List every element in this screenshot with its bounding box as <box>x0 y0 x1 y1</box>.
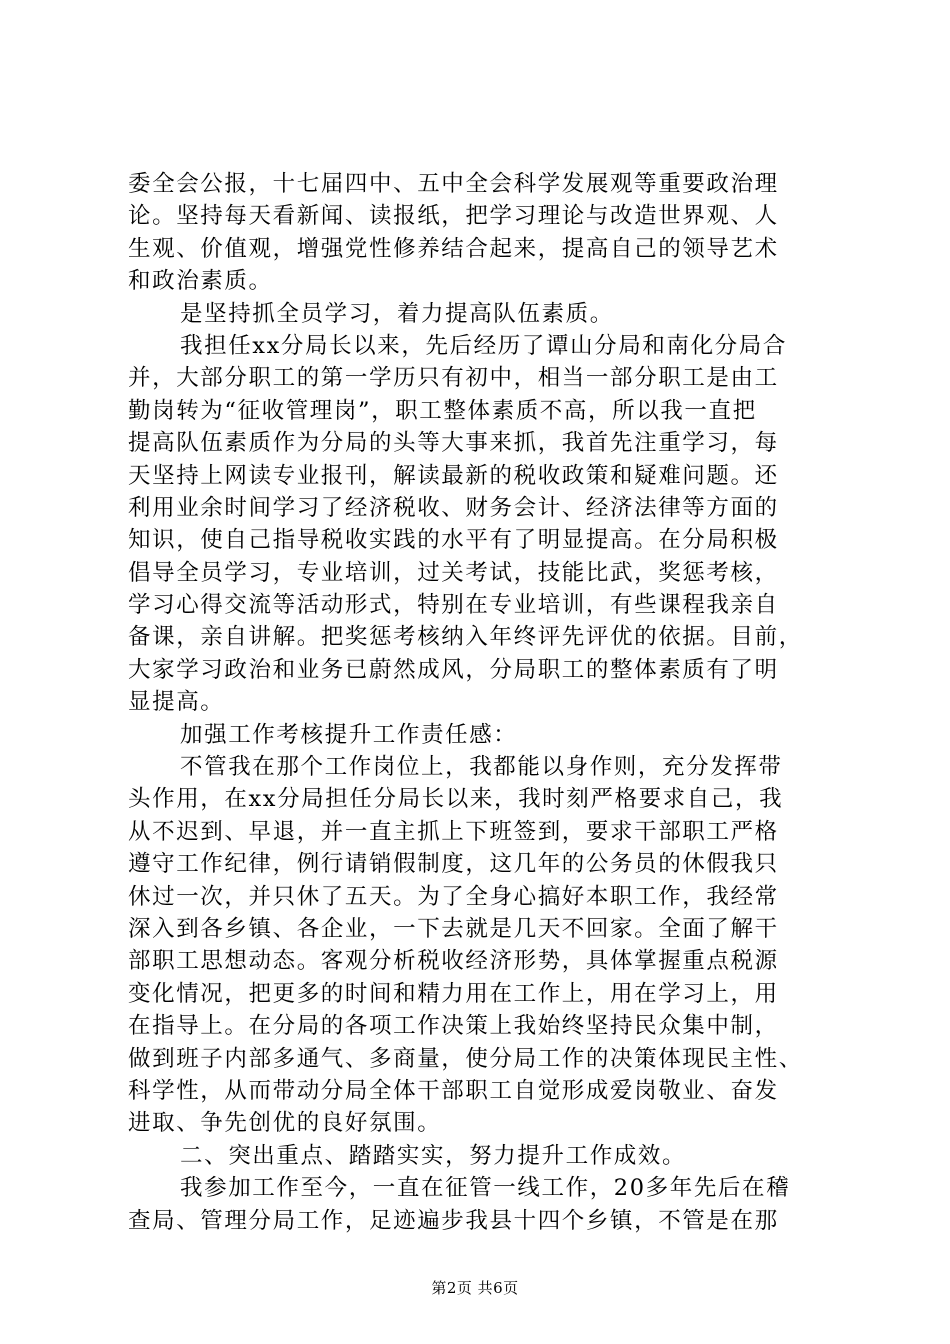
text-line: 我担任xx分局长以来，先后经历了谭山分局和南化分局合 <box>180 332 787 359</box>
text-line: 头作用，在xx分局担任分局长以来，我时刻严格要求自己，我 <box>128 786 784 813</box>
text-line: 提高队伍素质作为分局的头等大事来抓，我首先注重学习，每 <box>128 430 779 457</box>
text-line: 是坚持抓全员学习，着力提高队伍素质。 <box>180 300 614 327</box>
text-line: 学习心得交流等活动形式，特别在专业培训，有些课程我亲自 <box>128 592 779 619</box>
text-line: 并，大部分职工的第一学历只有初中，相当一部分职工是由工 <box>128 365 779 392</box>
text-line: 深入到各乡镇、各企业，一下去就是几天不回家。全面了解干 <box>128 915 779 942</box>
text-line: 天坚持上网读专业报刊，解读最新的税收政策和疑难问题。还 <box>128 462 779 489</box>
text-line: 休过一次，并只休了五天。为了全身心搞好本职工作，我经常 <box>128 883 779 910</box>
text-line: 知识，使自己指导税收实践的水平有了明显提高。在分局积极 <box>128 527 779 554</box>
body-text <box>128 168 838 1237</box>
text-line: 从不迟到、早退，并一直主抓上下班签到，要求干部职工严格 <box>128 818 779 845</box>
text-line: 科学性，从而带动分局全体干部职工自觉形成爱岗敬业、奋发 <box>128 1077 779 1104</box>
text-line: 进取、争先创优的良好氛围。 <box>128 1110 442 1137</box>
text-line: 不管我在那个工作岗位上，我都能以身作则，充分发挥带 <box>180 754 783 781</box>
text-line: 遵守工作纪律，例行请销假制度，这几年的公务员的休假我只 <box>128 851 779 878</box>
text-line: 生观、价值观，增强党性修养结合起来，提高自己的领导艺术 <box>128 235 779 262</box>
text-line: 我参加工作至今，一直在征管一线工作，20多年先后在稽 <box>180 1175 791 1202</box>
text-line: 在指导上。在分局的各项工作决策上我始终坚持民众集中制， <box>128 1013 779 1040</box>
text-line: 委全会公报，十七届四中、五中全会科学发展观等重要政治理 <box>128 171 779 197</box>
text-line: 加强工作考核提升工作责任感： <box>180 721 518 748</box>
text-line: 查局、管理分局工作，足迹遍步我县十四个乡镇，不管是在那 <box>128 1207 779 1234</box>
text-line: 变化情况，把更多的时间和精力用在工作上，用在学习上，用 <box>128 980 779 1007</box>
text-line: 备课，亲自讲解。把奖惩考核纳入年终评先评优的依据。目前， <box>128 624 803 651</box>
text-line: 勤岗转为“征收管理岗”，职工整体素质不高，所以我一直把 <box>128 397 757 424</box>
text-line: 和政治素质。 <box>128 268 273 295</box>
text-line: 部职工思想动态。客观分析税收经济形势，具体掌握重点税源 <box>128 948 779 975</box>
text-line: 二、突出重点、踏踏实实，努力提升工作成效。 <box>180 1142 687 1169</box>
text-line: 利用业余时间学习了经济税收、财务会计、经济法律等方面的 <box>128 494 779 521</box>
text-line: 做到班子内部多通气、多商量，使分局工作的决策体现民主性、 <box>128 1045 803 1072</box>
text-line: 论。坚持每天看新闻、读报纸，把学习理论与改造世界观、人 <box>128 203 779 230</box>
page-footer: 第2页 共6页 <box>431 1279 519 1297</box>
text-line: 显提高。 <box>128 689 225 716</box>
text-line: 大家学习政治和业务已蔚然成风，分局职工的整体素质有了明 <box>128 656 779 683</box>
text-line: 倡导全员学习，专业培训，过关考试，技能比武，奖惩考核， <box>128 559 779 586</box>
